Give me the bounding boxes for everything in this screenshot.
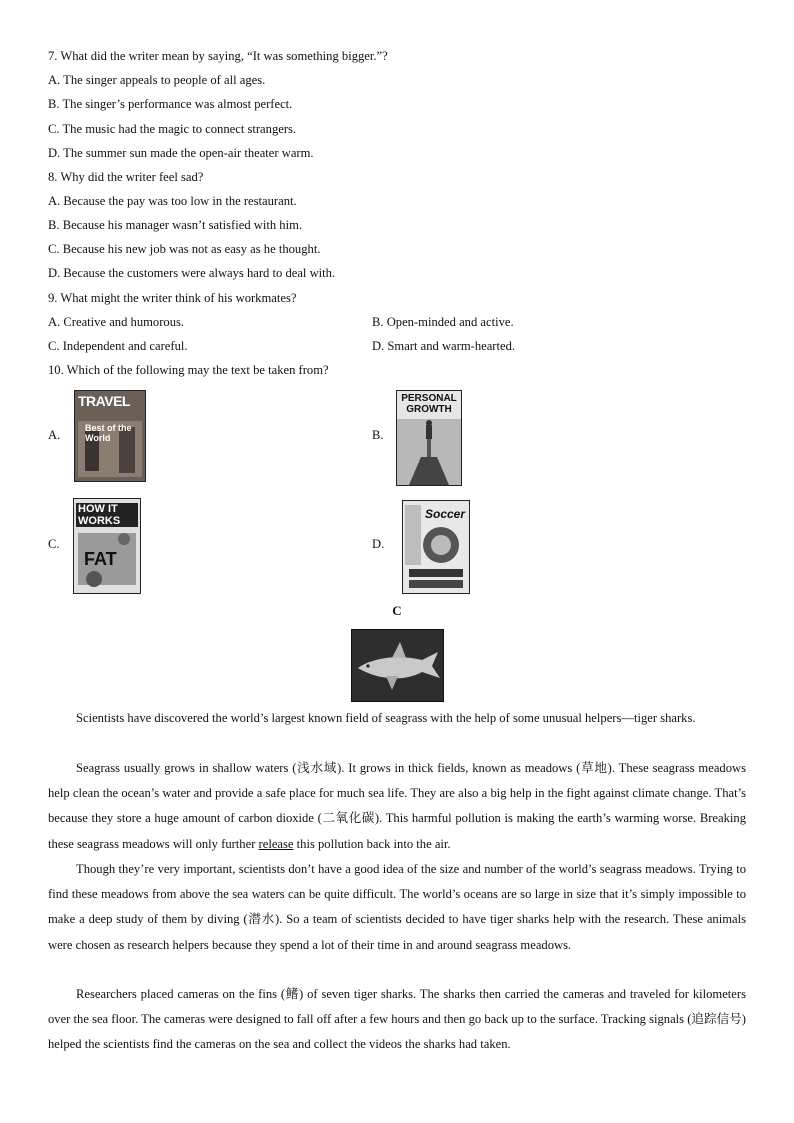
q10-letter-b: B.: [372, 428, 384, 442]
shark-icon: [352, 630, 443, 701]
article-paragraph-2: [48, 756, 746, 857]
q8-stem: 8. Why did the writer feel sad?: [48, 170, 204, 184]
q8-option-a: A. Because the pay was too low in the restaurant.: [48, 194, 297, 208]
q8-option-c: C. Because his new job was not as easy as he thought.: [48, 242, 321, 256]
article-paragraph-2-start: Seagrass usually grows in shallow waters (浅水域). It grows in thick fields, known as meadows (草地). These seagrass meadows help clean the ocean’s water and provide a safe place for much sea life. They are also a big help in the fight against climate change. That’s because they store a huge amount of carbon dioxide (二氧化碳). This harmful pollution is making the earth’s warming worse. Breaking these seagrass meadows will only further: [48, 761, 746, 851]
travel-cover-subtitle: Best of the World: [85, 423, 132, 443]
q10-letter-a: A.: [48, 428, 61, 442]
q9-stem: 9. What might the writer think of his workmates?: [48, 291, 297, 305]
q9-option-b: B. Open-minded and active.: [372, 315, 514, 329]
soccer-cover-title: Soccer: [425, 507, 466, 521]
q10-letter-c: C.: [48, 537, 60, 551]
q7-option-d: D. The summer sun made the open-air theater warm.: [48, 146, 314, 160]
article-paragraph-3: Though they’re very important, scientists don’t have a good idea of the size and number of the world’s seagrass meadows. Trying to find these meadows from above the sea waters can be quite difficult. The world’s oceans are so large in size that it’s simply impossible to make a deep study of them by diving (潜水). So a team of scientists decided to have tiger sharks help with the research. These animals were chosen as research helpers because they spend a lot of their time in and around seagrass meadows.: [48, 862, 746, 952]
travel-cover-title: TRAVEL: [78, 393, 130, 409]
personal-growth-cover: [396, 390, 462, 486]
q9-option-d: D. Smart and warm-hearted.: [372, 339, 516, 353]
q8-option-b: B. Because his manager wasn’t satisfied with him.: [48, 218, 303, 232]
soccer-cover-art: [403, 501, 469, 593]
how-it-works-cover-art: [74, 499, 140, 593]
underlined-word-release: release: [258, 836, 294, 851]
personal-growth-title-2: GROWTH: [406, 404, 452, 415]
article-paragraph-2-end: this pollution back into the air.: [293, 836, 451, 851]
how-it-works-cover: [73, 498, 141, 594]
section-heading: C: [392, 603, 402, 618]
personal-growth-title-1: PERSONAL: [401, 393, 457, 404]
q7-stem: 7. What did the writer mean by saying, “It was something bigger.”?: [48, 49, 388, 63]
q7-option-a: A. The singer appeals to people of all ages.: [48, 73, 266, 87]
q9-option-c: C. Independent and careful.: [48, 339, 188, 353]
q7-option-b: B. The singer’s performance was almost perfect.: [48, 97, 293, 111]
how-it-works-title-2: WORKS: [78, 515, 121, 527]
q9-option-a: A. Creative and humorous.: [48, 315, 185, 329]
article-paragraph-4: Researchers placed cameras on the fins (鳍) of seven tiger sharks. The sharks then carried the cameras and traveled for kilometers over the sea floor. The cameras were designed to fall off after a few hours and then go back up to the surface. Tracking signals (追踪信号) helped the scientists find the cameras on the sea and collect the videos the sharks had taken.: [48, 987, 746, 1052]
how-it-works-big-word: FAT: [84, 549, 117, 569]
q10-stem: 10. Which of the following may the text be taken from?: [48, 363, 329, 377]
q7-option-c: C. The music had the magic to connect strangers.: [48, 122, 297, 136]
travel-magazine-cover: [74, 390, 146, 482]
tiger-shark-photo: [351, 629, 444, 702]
personal-growth-cover-art: [397, 391, 461, 485]
article-paragraph-1: Scientists have discovered the world’s largest known field of seagrass with the help of some unusual helpers—tiger sharks.: [76, 711, 696, 725]
soccer-magazine-cover: [402, 500, 470, 594]
q10-letter-d: D.: [372, 537, 385, 551]
how-it-works-title-1: HOW IT: [78, 503, 118, 515]
q8-option-d: D. Because the customers were always hard to deal with.: [48, 266, 336, 280]
